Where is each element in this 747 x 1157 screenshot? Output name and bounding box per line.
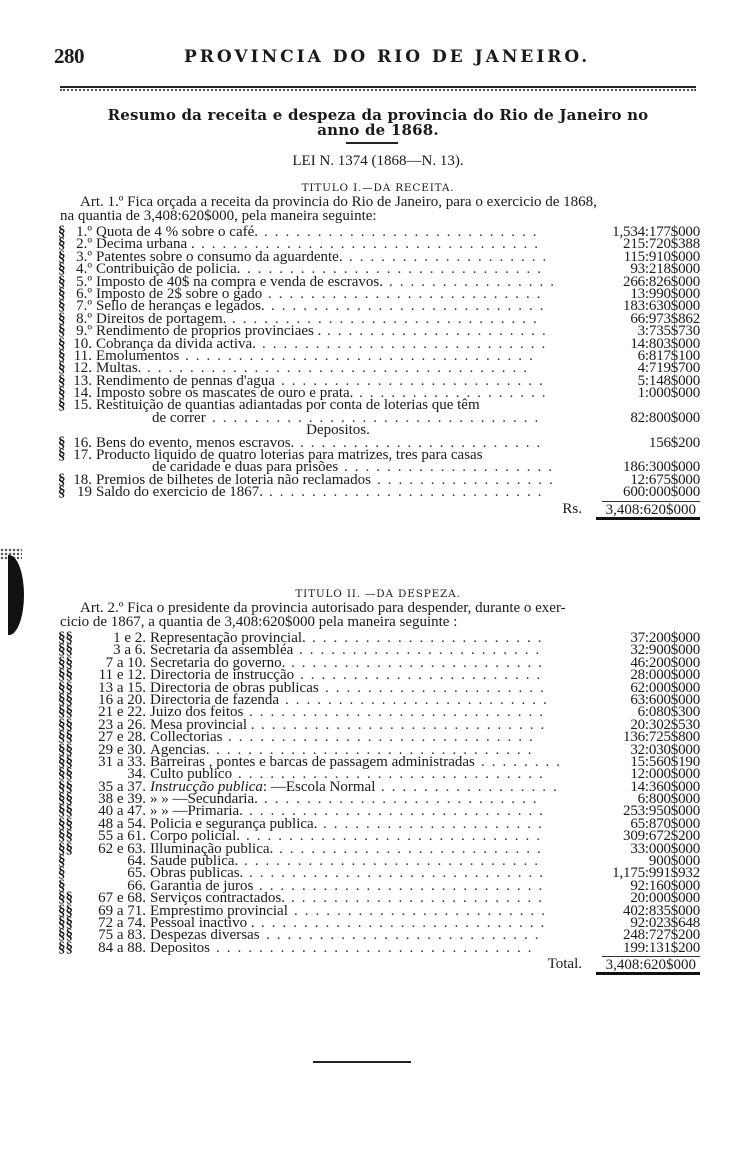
item-label: » » —Primaria. — [150, 803, 243, 820]
leader-dots: ....................... — [299, 642, 547, 659]
section-mark: § — [58, 248, 66, 265]
item-amount: 65:870$000 — [630, 815, 700, 832]
section-mark: §§ — [58, 729, 73, 746]
item-label: Imposto de 40$ na compra e venda de escravos. — [96, 273, 383, 290]
item-number: 16. — [73, 434, 92, 451]
item-amount: 92:023$648 — [630, 914, 700, 931]
leader-dots: .......................... — [268, 285, 548, 302]
item-amount: 63:600$000 — [630, 691, 700, 708]
leader-dots: ...................... — [312, 630, 549, 646]
section-mark: §§ — [58, 791, 73, 808]
item-label: Emolumentos — [96, 347, 180, 364]
section-mark: §§ — [58, 778, 73, 795]
section-mark: § — [58, 310, 66, 327]
leader-dots: ............................ — [249, 865, 550, 882]
item-amount: 14:803$000 — [630, 335, 700, 352]
item-label-italic: Instrucção publica — [150, 778, 263, 795]
section-mark: §§ — [58, 630, 73, 646]
item-number: 18. — [73, 471, 92, 488]
item-amount: 4:719$700 — [637, 360, 700, 377]
item-label: Saldo do exercicio de 1867. — [96, 484, 264, 501]
item-label: Premios de bilhetes de loteria não reclamados — [96, 471, 371, 488]
despeza-total-label: Total. — [547, 956, 582, 973]
item-number: 3.º — [76, 248, 92, 265]
item-label: Culto publico — [150, 766, 233, 783]
section-mark: § — [58, 865, 66, 882]
leader-dots: ................................. — [185, 347, 540, 364]
item-label: Depositos — [150, 939, 210, 956]
section-mark: §§ — [58, 753, 73, 770]
item-label: Direitos de portagem. — [96, 310, 227, 327]
item-number: 11 e 12. — [98, 667, 146, 684]
section-mark: § — [58, 360, 66, 377]
item-label: Restituição de quantias adiantadas por conta de loterias que têm — [96, 397, 480, 414]
leader-dots: .......................... — [264, 791, 544, 808]
item-label: Juizo dos feitos — [150, 704, 244, 721]
title-rule — [346, 142, 398, 144]
section-mark: § — [58, 298, 66, 315]
item-label: Despezas diversas — [150, 927, 260, 944]
item-amount: 20:302$530 — [630, 716, 700, 733]
ledger-row — [58, 939, 700, 956]
section-mark: § — [58, 471, 66, 488]
section-mark: § — [58, 484, 66, 501]
item-number: 9.º — [76, 323, 92, 340]
section-mark: §§ — [58, 741, 73, 758]
item-label: Directoria de fazenda — [150, 691, 280, 708]
item-number: 7.º — [76, 298, 92, 315]
leader-dots: ............................. — [228, 729, 540, 746]
leader-dots: .......................... — [266, 927, 546, 944]
leader-dots: ........................ — [291, 890, 549, 907]
item-number: 65. — [127, 865, 146, 882]
item-label: Bens do evento, menos escravos. — [96, 434, 295, 451]
item-amount: 33:000$000 — [630, 840, 700, 857]
item-label: Emprestimo provincial — [150, 902, 288, 919]
item-amount: 37:200$000 — [630, 630, 700, 646]
item-number: 21 e 22. — [98, 704, 146, 721]
despeza-total-row — [58, 956, 700, 972]
item-number: 40 a 47. — [98, 803, 146, 820]
section-mark: § — [58, 261, 66, 278]
item-amount: 32:900$000 — [630, 642, 700, 659]
item-label: Rendimento de pennas d'agua — [96, 372, 275, 389]
item-number: 34. — [127, 766, 146, 783]
section-mark: §§ — [58, 679, 73, 696]
leader-dots: ............................ — [249, 704, 550, 721]
leader-dots: ............................ — [247, 261, 548, 278]
item-number: 11. — [73, 347, 92, 364]
item-number: 1 e 2. — [113, 630, 146, 646]
despeza-ledger — [58, 632, 700, 972]
article-1 — [60, 196, 700, 223]
item-label: Saude publica. — [150, 853, 239, 870]
item-amount: 1:000$000 — [637, 385, 700, 402]
section-mark: §§ — [58, 927, 73, 944]
item-number: 1.º — [76, 224, 92, 240]
item-number: 27 e 28. — [98, 729, 146, 746]
item-amount: 900$000 — [648, 853, 700, 870]
item-amount: 66:973$862 — [630, 310, 700, 327]
item-label: Secretaria da assembléa — [150, 642, 294, 659]
section-mark: §§ — [58, 939, 73, 956]
item-number: 8.º — [76, 310, 92, 327]
section-mark: § — [58, 224, 66, 240]
item-label-continuation: de caridade e duas para prisões — [152, 459, 339, 476]
item-amount: 248:727$200 — [623, 927, 700, 944]
item-amount: 309:672$200 — [623, 828, 700, 845]
item-label: Collectorias — [150, 729, 223, 746]
item-number: 17. — [73, 447, 92, 464]
item-amount: 253:950$000 — [623, 803, 700, 820]
item-label: Decima urbana . — [96, 236, 195, 253]
item-amount: 215:720$388 — [623, 236, 700, 253]
article-1-line-2: na quantia de 3,408:620$000, pela maneira seguinte: — [60, 207, 377, 224]
item-label: Illuminação publica. — [150, 840, 274, 857]
section-mark: §§ — [58, 654, 73, 671]
receita-total-rule — [596, 517, 700, 520]
item-label: Serviços contractados. — [150, 890, 285, 907]
item-amount: 93:218$000 — [630, 261, 700, 278]
article-2-line-1: Art. 2.º Fica o presidente da provincia autorisado para despender, durante o exer- — [80, 600, 566, 616]
item-label: Pessoal inactivo . — [150, 914, 255, 931]
leader-dots: ............................ — [249, 803, 550, 820]
item-number: 75 a 83. — [98, 927, 146, 944]
leader-dots: ........................... — [259, 877, 550, 894]
section-mark: §§ — [58, 691, 73, 708]
item-amount: 199:131$200 — [623, 939, 700, 956]
section-mark: §§ — [58, 642, 73, 659]
item-number: 7 a 10. — [105, 654, 146, 671]
article-2-line-2: cicio de 1867, a quantia de 3,408:620$000 pela maneira seguinte : — [60, 613, 458, 630]
item-amount: 62:000$000 — [630, 679, 700, 696]
leader-dots: ............................. — [238, 766, 550, 783]
item-label: Secretaria do governo. — [150, 654, 286, 671]
item-label: » » —Secundaria. — [150, 791, 258, 808]
leader-dots: ....................... — [300, 667, 548, 684]
item-amount: 186:300$000 — [623, 459, 700, 476]
item-number: 84 a 88. — [98, 939, 146, 956]
item-number: 3 a 6. — [113, 642, 146, 659]
item-label: Cobrança da divida activa. — [96, 335, 256, 352]
article-1-line-1: Art. 1.º Fica orçada a receita da provincia do Rio de Janeiro, para o exercicio de 1868, — [80, 194, 597, 210]
item-amount: 183:630$000 — [623, 298, 700, 315]
section-mark: §§ — [58, 815, 73, 832]
item-label: Garantia de juros — [150, 877, 254, 894]
section-mark: § — [58, 236, 66, 253]
item-amount: 32:030$000 — [630, 741, 700, 758]
item-number: 10. — [73, 335, 92, 352]
receita-ledger — [58, 226, 700, 517]
leader-dots: ........................... — [262, 335, 553, 352]
section-mark: §§ — [58, 716, 73, 733]
leader-dots: ......................... — [285, 691, 554, 708]
leader-dots: ................................ — [201, 236, 545, 253]
item-amount: 46:200$000 — [630, 654, 700, 671]
item-label: Directoria de instrucção — [150, 667, 295, 684]
item-number: 16 a 20. — [98, 691, 146, 708]
item-label: Directoria de obras publicas — [150, 679, 319, 696]
item-label: Producto liquido de quatro loterias para matrizes, tres para casas — [96, 447, 483, 464]
item-number: 31 a 33. — [98, 753, 146, 770]
item-label: Obras publicas. — [150, 865, 244, 882]
item-number: 19 — [77, 484, 92, 501]
titulo-receita-heading: TITULO I.—DA RECEITA. — [301, 182, 455, 194]
item-amount: 12:675$000 — [630, 471, 700, 488]
section-mark: § — [58, 273, 66, 290]
closing-rule — [313, 1061, 411, 1063]
section-mark: §§ — [58, 704, 73, 721]
section-mark: § — [58, 447, 66, 464]
leader-dots: .............................. — [216, 939, 539, 956]
section-mark: §§ — [58, 667, 73, 684]
item-number: 14. — [73, 385, 92, 402]
section-mark: §§ — [58, 766, 73, 783]
item-amount: 12:000$000 — [630, 766, 700, 783]
item-number: 2.º — [76, 236, 92, 253]
item-amount: 6:800$000 — [637, 791, 700, 808]
item-label: Barreiras , pontes e barcas de passagem administradas — [150, 753, 475, 770]
leader-dots: ................... — [349, 248, 554, 265]
item-label: Mesa provincial . — [150, 716, 255, 733]
item-label: Multas. — [96, 360, 142, 377]
item-label: Sello de heranças e legados. — [96, 298, 265, 315]
item-label: Corpo policial. — [150, 828, 240, 845]
leader-dots: ......................... — [281, 372, 550, 389]
item-amount: 3:735$730 — [637, 323, 700, 340]
section-mark: § — [58, 853, 66, 870]
item-amount: 82:800$000 — [630, 409, 700, 426]
document-title — [60, 108, 696, 138]
item-number: 13 a 15. — [98, 679, 146, 696]
leader-dots: ....................... — [300, 434, 548, 451]
leader-dots: ........ — [481, 753, 567, 770]
item-label: Rendimento de proprios provinciaes . — [96, 323, 322, 340]
despeza-total-rule — [596, 972, 700, 975]
section-mark: § — [58, 877, 66, 894]
depositos-heading-label: Depositos. — [306, 422, 370, 439]
leader-dots: .................... — [344, 459, 559, 476]
item-amount: 6:080$300 — [637, 704, 700, 721]
leader-dots: .......................... — [269, 484, 549, 501]
leader-dots: ............................. — [232, 310, 544, 327]
item-amount: 20:000$000 — [630, 890, 700, 907]
receita-total-amount: 3,408:620$000 — [602, 501, 700, 518]
leader-dots: ........................... — [261, 716, 552, 733]
item-number: 35 a 37. — [98, 778, 146, 795]
ledger-row — [58, 484, 700, 501]
item-label-continuation: de correr — [152, 409, 206, 426]
section-mark: §§ — [58, 890, 73, 907]
running-title: PROVINCIA DO RIO DE JANEIRO. — [184, 47, 591, 67]
item-number: 6.º — [76, 285, 92, 302]
leader-dots: ........................ — [291, 654, 549, 671]
item-label: Representação provincial. — [150, 630, 306, 646]
leader-dots: ................ — [389, 273, 561, 290]
item-amount: 136:725$800 — [623, 729, 700, 746]
item-label: Imposto sobre os mascates de ouro e prata. — [96, 385, 354, 402]
ledger-row-continuation — [58, 409, 700, 426]
leader-dots: ............................... — [212, 409, 546, 426]
section-mark: § — [58, 323, 66, 340]
section-mark: §§ — [58, 840, 73, 857]
leader-dots: ........................... — [261, 914, 552, 931]
document-title-line-2: anno de 1868. — [317, 121, 439, 139]
section-mark: § — [58, 285, 66, 302]
item-amount: 5:148$000 — [637, 372, 700, 389]
section-mark: § — [58, 372, 66, 389]
section-mark: § — [58, 347, 66, 364]
leader-dots: .................. — [359, 385, 553, 402]
item-amount: 15:560$190 — [630, 753, 700, 770]
item-label: Policia e segurança publica. — [150, 815, 318, 832]
item-number: 66. — [127, 877, 146, 894]
item-amount: 266:826$000 — [623, 273, 700, 290]
page-number: 280 — [54, 44, 84, 68]
section-mark: § — [58, 385, 66, 402]
header-rule — [60, 86, 696, 91]
leader-dots: .......................... — [271, 298, 551, 315]
leader-dots: .............................. — [216, 741, 539, 758]
receita-total-label: Rs. — [562, 500, 582, 517]
running-head — [54, 44, 694, 74]
scan-bleed-mark — [0, 555, 24, 635]
item-amount: 402:835$000 — [623, 902, 700, 919]
item-number: 69 a 71. — [98, 902, 146, 919]
item-amount: 13:990$000 — [630, 285, 700, 302]
item-number: 48 a 54. — [98, 815, 146, 832]
item-label: Imposto de 2$ sobre o gado — [96, 285, 263, 302]
leader-dots: .......................... — [264, 224, 544, 240]
item-label: Contribuição de policia. — [96, 261, 241, 278]
leader-dots: ......................... — [279, 840, 548, 857]
leader-dots: ..................... — [325, 679, 551, 696]
law-reference: LEI N. 1374 (1868—N. 13). — [292, 153, 464, 169]
item-number: 72 a 74. — [98, 914, 146, 931]
section-mark: § — [58, 397, 66, 414]
item-label: Quota de 4 % sobre o café. — [96, 224, 259, 240]
leader-dots: ..................... — [323, 815, 549, 832]
item-amount: 6:817$100 — [637, 347, 700, 364]
item-number: 67 e 68. — [98, 890, 146, 907]
receita-total-row — [58, 501, 700, 517]
section-mark: §§ — [58, 914, 73, 931]
item-number: 4.º — [76, 261, 92, 278]
item-number: 13. — [73, 372, 92, 389]
item-label: Instrucção publica: —Escola Normal — [150, 778, 376, 795]
item-label: Agencias. — [150, 741, 210, 758]
item-number: 15. — [73, 397, 92, 414]
item-amount: 600:000$000 — [623, 484, 700, 501]
leader-dots: ........................ — [294, 902, 552, 919]
item-amount: 1,534:177$000 — [612, 224, 700, 240]
leader-dots: ................. — [377, 471, 560, 488]
leader-dots: ............................ — [246, 828, 547, 845]
item-label: Patentes sobre o consumo da aguardente. — [96, 248, 343, 265]
section-mark: §§ — [58, 828, 73, 845]
item-number: 64. — [127, 853, 146, 870]
leader-dots: ............................ — [244, 853, 545, 870]
item-number: 29 e 30. — [98, 741, 146, 758]
item-amount: 14:360$000 — [630, 778, 700, 795]
leader-dots: ................. — [381, 778, 564, 795]
section-mark: §§ — [58, 803, 73, 820]
item-number: 12. — [73, 360, 92, 377]
section-mark: §§ — [58, 902, 73, 919]
item-amount: 156$200 — [648, 434, 700, 451]
document-title-line-1: Resumo da receita e despeza da provincia do Rio de Janeiro no — [107, 106, 649, 124]
item-number: 62 e 63. — [98, 840, 146, 857]
item-number: 55 a 61. — [98, 828, 146, 845]
titulo-despeza-heading: TITULO II. —DA DESPEZA. — [295, 588, 461, 600]
article-2 — [60, 602, 700, 629]
item-number: 23 a 26. — [98, 716, 146, 733]
leader-dots: .................................... — [147, 360, 534, 377]
despeza-total-amount: 3,408:620$000 — [602, 956, 700, 973]
section-mark: § — [58, 434, 66, 451]
leader-dots: ..................... — [327, 323, 553, 340]
item-amount: 1,175:991$932 — [612, 865, 700, 882]
item-amount: 115:910$000 — [623, 248, 700, 265]
section-mark: § — [58, 335, 66, 352]
item-amount: 92:160$000 — [630, 877, 700, 894]
item-number: 5.º — [76, 273, 92, 290]
item-number: 38 e 39. — [98, 791, 146, 808]
item-amount: 28:000$000 — [630, 667, 700, 684]
